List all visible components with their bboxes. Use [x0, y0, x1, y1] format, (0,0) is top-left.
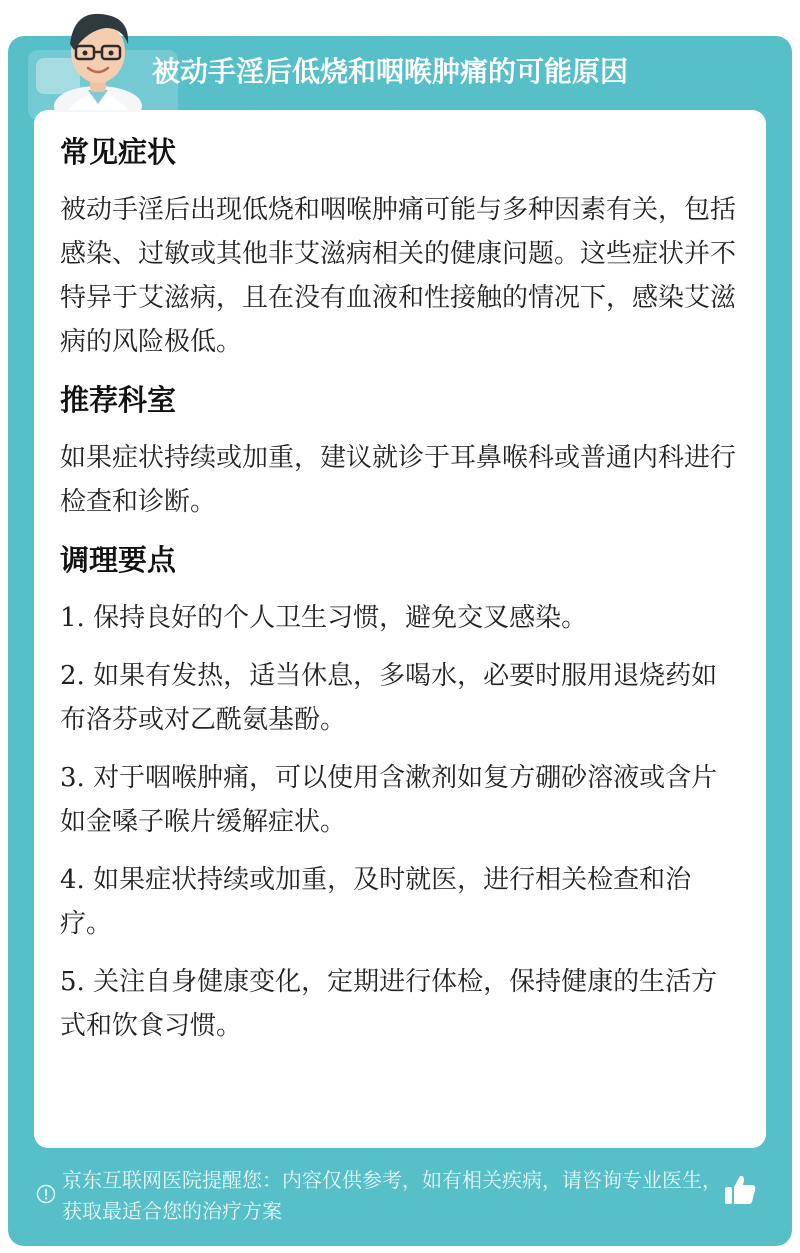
list-text: 关注自身健康变化，定期进行体检，保持健康的生活方式和饮食习惯。 — [60, 967, 718, 1041]
list-number: 2. — [60, 661, 85, 691]
list-text: 如果症状持续或加重，及时就医，进行相关检查和治疗。 — [60, 865, 692, 939]
list-text: 对于咽喉肿痛，可以使用含漱剂如复方硼砂溶液或含片如金嗓子喉片缓解症状。 — [60, 763, 718, 837]
symptoms-paragraph: 被动手淫后出现低烧和咽喉肿痛可能与多种因素有关，包括感染、过敏或其他非艾滋病相关的健康问题。这些症状并不特异于艾滋病，且在没有血液和性接触的情况下，感染艾滋病的风险极低。 — [60, 195, 737, 357]
footer-disclaimer: 京东互联网医院提醒您：内容仅供参考，如有相关疾病，请咨询专业医生，获取最适合您的治疗方案 — [62, 1168, 722, 1223]
content-card — [34, 110, 766, 1148]
care-list-item — [60, 858, 740, 946]
list-text: 如果有发热，适当休息，多喝水，必要时服用退烧药如布洛芬或对乙酰氨基酚。 — [60, 661, 718, 735]
content-body — [60, 130, 740, 1062]
department-paragraph: 如果症状持续或加重，建议就诊于耳鼻喉科或普通内科进行检查和诊断。 — [60, 443, 737, 517]
care-list-item — [60, 596, 740, 640]
care-list-item — [60, 960, 740, 1048]
list-text: 保持良好的个人卫生习惯，避免交叉感染。 — [93, 603, 588, 633]
list-number: 1. — [60, 603, 85, 633]
list-number: 4. — [60, 865, 85, 895]
care-list-item — [60, 756, 740, 844]
thumbs-up-icon[interactable] — [722, 1172, 758, 1208]
doctor-avatar-icon — [44, 6, 152, 112]
info-icon — [36, 1184, 56, 1204]
section-title-symptoms: 常见症状 — [60, 135, 177, 169]
section-title-department: 推荐科室 — [60, 383, 177, 417]
list-number: 5. — [60, 967, 85, 997]
page-title: 被动手淫后低烧和咽喉肿痛的可能原因 — [152, 55, 629, 88]
section-title-care: 调理要点 — [60, 543, 177, 577]
care-list-item — [60, 654, 740, 742]
list-number: 3. — [60, 763, 85, 793]
